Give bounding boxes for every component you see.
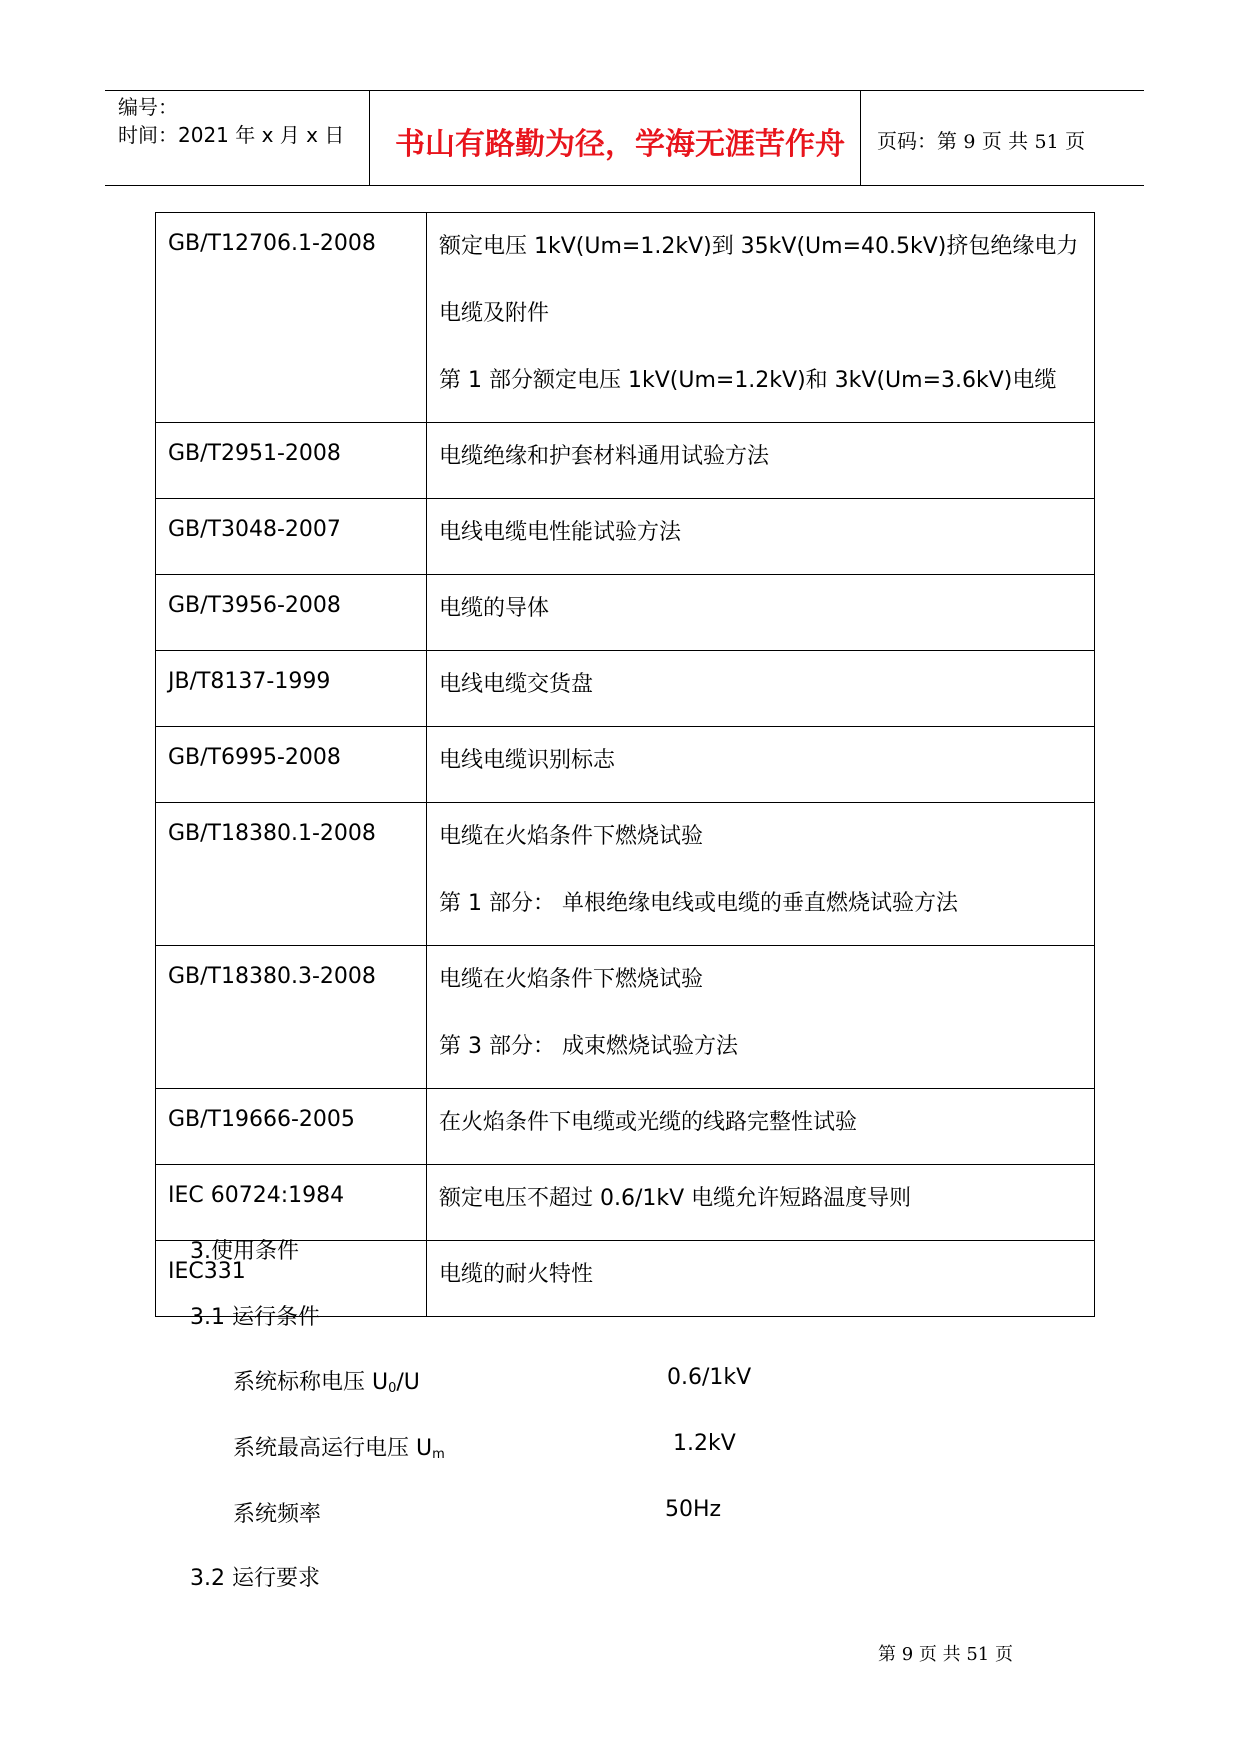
standard-title: [427, 946, 1095, 1089]
standard-title-line: 电线电缆识别标志: [439, 748, 616, 773]
param-value: 50Hz: [665, 1497, 722, 1522]
standard-title: [427, 575, 1095, 651]
section-title: 3.使用条件: [190, 1239, 299, 1264]
page-total: 51: [1034, 131, 1059, 153]
standard-code: GB/T18380.3-2008: [156, 946, 427, 1089]
standard-title: [427, 1241, 1095, 1317]
standard-title: [427, 423, 1095, 499]
standard-title-line: 电缆在火焰条件下燃烧试验: [439, 967, 704, 992]
table-row: [156, 1165, 1095, 1241]
param-label: 系统标称电压 $U_0/U$: [233, 1370, 420, 1396]
standard-title: [427, 1165, 1095, 1241]
standard-title-line: 电缆的导体: [439, 596, 550, 621]
table-row: [156, 803, 1095, 946]
param-label: 系统频率: [233, 1502, 322, 1527]
standard-title-line: 电线电缆交货盘: [439, 672, 594, 697]
page-prefix: 页码：第: [877, 129, 957, 153]
page-header: [105, 90, 1144, 186]
param-value: 1.2kV: [673, 1431, 736, 1456]
standard-title-line: 电线电缆电性能试验方法: [439, 520, 682, 545]
standard-code: GB/T6995-2008: [156, 727, 427, 803]
table-row: [156, 499, 1095, 575]
standard-code: GB/T3048-2007: [156, 499, 427, 575]
standard-title: [427, 651, 1095, 727]
table-row: [156, 423, 1095, 499]
standard-title-line: 第 1 部分： 单根绝缘电线或电缆的垂直燃烧试验方法: [439, 891, 958, 916]
standard-title-line: 电缆的耐火特性: [439, 1262, 594, 1287]
standard-code: GB/T18380.1-2008: [156, 803, 427, 946]
number-label: 编号：: [118, 95, 178, 119]
table-row: [156, 651, 1095, 727]
standard-title: [427, 727, 1095, 803]
standard-code: GB/T2951-2008: [156, 423, 427, 499]
table-row: [156, 946, 1095, 1089]
page-indicator: [877, 125, 1085, 154]
header-meta: [118, 93, 344, 149]
motto: 书山有路勤为径，学海无涯苦作舟: [395, 127, 845, 162]
standard-title-line: 额定电压不超过 0.6/1kV 电缆允许短路温度导则: [439, 1186, 912, 1211]
table-row: [156, 213, 1095, 423]
subsection-title: 3.2 运行要求: [190, 1566, 320, 1591]
standard-title-line: 第 3 部分： 成束燃烧试验方法: [439, 1034, 738, 1059]
table-row: [156, 727, 1095, 803]
time-label: 时间：2021 年 x 月 x 日: [118, 123, 345, 147]
table-row: [156, 1089, 1095, 1165]
standard-title-line: 电缆在火焰条件下燃烧试验: [439, 824, 704, 849]
standard-title-line: 电缆及附件: [439, 301, 550, 326]
param-label: 系统最高运行电压 $U_m$: [233, 1436, 445, 1462]
standard-title-line: 在火焰条件下电缆或光缆的线路完整性试验: [439, 1110, 858, 1135]
standard-code: JB/T8137-1999: [156, 651, 427, 727]
standard-code: IEC 60724:1984: [156, 1165, 427, 1241]
page-footer: 第 9 页 共 51 页: [878, 1644, 1013, 1665]
standard-title: [427, 1089, 1095, 1165]
standard-title: [427, 803, 1095, 946]
standard-code: GB/T12706.1-2008: [156, 213, 427, 423]
standards-table: [155, 212, 1095, 1317]
standard-title: [427, 213, 1095, 423]
page-number: 9: [963, 131, 976, 153]
standard-title-line: 第 1 部分额定电压 1kV(Um=1.2kV)和 3kV(Um=3.6kV)电缆: [439, 368, 1057, 393]
table-row: [156, 575, 1095, 651]
header-divider: [860, 91, 861, 185]
standard-code: GB/T19666-2005: [156, 1089, 427, 1165]
standard-title: [427, 499, 1095, 575]
standard-title-line: 额定电压 1kV(Um=1.2kV)到 35kV(Um=40.5kV)挤包绝缘电力: [439, 234, 1079, 259]
standard-title-line: 电缆绝缘和护套材料通用试验方法: [439, 444, 770, 469]
subsection-title: 3.1 运行条件: [190, 1305, 320, 1330]
param-value: 0.6/1kV: [667, 1365, 752, 1390]
standard-code: GB/T3956-2008: [156, 575, 427, 651]
standard-code: IEC331: [156, 1241, 427, 1317]
page-mid: 页 共: [981, 129, 1029, 153]
page-suffix: 页: [1065, 129, 1086, 153]
header-divider: [369, 91, 370, 185]
